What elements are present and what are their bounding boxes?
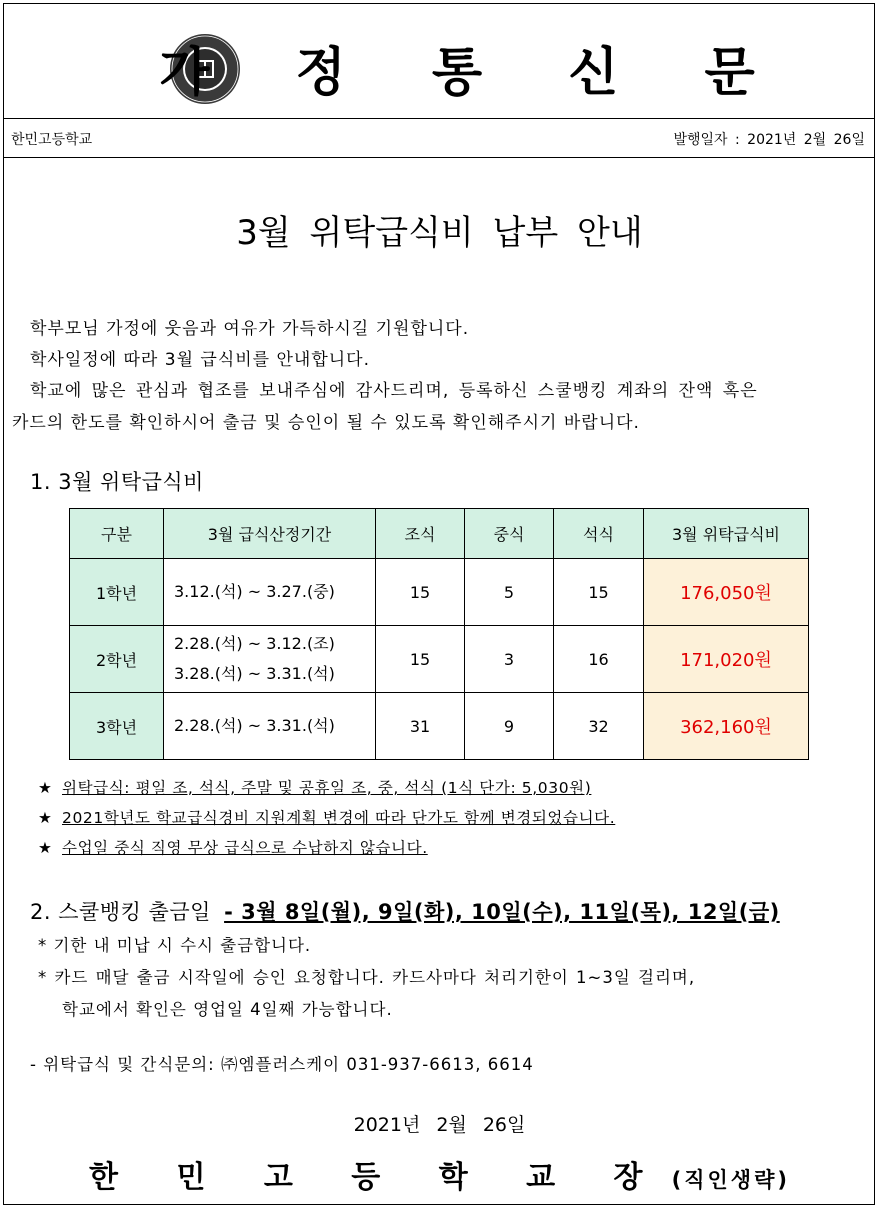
intro-line: 학교에 많은 관심과 협조를 보내주심에 감사드리며, 등록하신 스쿨뱅킹 계좌의 잔액 혹은 (30, 381, 758, 401)
withdrawal-dates: - 3월 8일(월), 9일(화), 10일(수), 11일(목), 12일(금) (224, 900, 780, 924)
lunch-count: 3 (465, 626, 554, 693)
star-icon: ★ (38, 839, 53, 857)
period-cell (164, 626, 376, 693)
column-header: 조식 (376, 509, 465, 559)
period-line: 2.28.(석) ~ 3.31.(석) (174, 716, 335, 735)
fee-amount: 362,160원 (644, 693, 809, 760)
note-item (38, 806, 615, 828)
dinner-count: 32 (554, 693, 644, 760)
footer-date: 2021년 2월 26일 (353, 1114, 526, 1136)
column-header: 3월 위탁급식비 (644, 509, 809, 559)
meta-bar (3, 120, 875, 158)
column-header: 3월 급식산정기간 (164, 509, 376, 559)
grade-cell: 1학년 (70, 559, 164, 626)
table-row (70, 626, 809, 693)
column-header: 석식 (554, 509, 644, 559)
star-icon: ★ (38, 779, 53, 797)
bullet-item: * 기한 내 미납 시 수시 출금합니다. (38, 936, 312, 955)
note-item (38, 776, 591, 798)
breakfast-count: 31 (376, 693, 465, 760)
section2-heading (30, 896, 780, 926)
contact-info: - 위탁급식 및 간식문의: ㈜엠플러스케이 031-937-6613, 6614 (30, 1055, 534, 1074)
table-header-row (70, 509, 809, 559)
period-line: 3.28.(석) ~ 3.31.(석) (174, 664, 335, 683)
section1-heading: 1. 3월 위탁급식비 (30, 470, 204, 494)
school-name: 한민고등학교 (11, 132, 93, 148)
header (3, 3, 875, 119)
intro-line: 카드의 한도를 확인하시어 출금 및 승인이 될 수 있도록 확인해주시기 바랍니다. (12, 413, 640, 433)
grade-cell: 2학년 (70, 626, 164, 693)
fee-table (69, 508, 809, 760)
period-line: 2.28.(석) ~ 3.12.(조) (174, 634, 335, 653)
breakfast-count: 15 (376, 626, 465, 693)
seal-note: (직인생략) (671, 1168, 790, 1192)
intro-line: 학사일정에 따라 3월 급식비를 안내합니다. (30, 350, 371, 370)
fee-amount: 176,050원 (644, 559, 809, 626)
principal-signature (0, 1152, 879, 1196)
fee-amount: 171,020원 (644, 626, 809, 693)
table-row (70, 693, 809, 760)
dinner-count: 15 (554, 559, 644, 626)
column-header: 중식 (465, 509, 554, 559)
principal-name: 한 민 고 등 학 교 장 (89, 1160, 667, 1195)
bullet-item: * 카드 매달 출금 시작일에 승인 요청합니다. 카드사마다 처리기한이 1~3일 걸리며, (38, 968, 696, 987)
note-text: 위탁급식: 평일 조, 석식, 주말 및 공휴일 조, 중, 석식 (1식 단가: 5,030원) (62, 779, 592, 797)
issue-date: 발행일자 : 2021년 2월 26일 (673, 132, 865, 148)
dinner-count: 16 (554, 626, 644, 693)
note-text: 2021학년도 학교급식경비 지원계획 변경에 따라 단가도 함께 변경되었습니다. (62, 809, 616, 827)
lunch-count: 5 (465, 559, 554, 626)
period-line: 3.12.(석) ~ 3.27.(중) (174, 582, 335, 601)
breakfast-count: 15 (376, 559, 465, 626)
star-icon: ★ (38, 809, 53, 827)
intro-line: 학부모님 가정에 웃음과 여유가 가득하시길 기원합니다. (30, 319, 470, 339)
grade-cell: 3학년 (70, 693, 164, 760)
document-title: 3월 위탁급식비 납부 안내 (236, 213, 643, 253)
period-cell (164, 559, 376, 626)
period-cell (164, 693, 376, 760)
bullet-item: 학교에서 확인은 영업일 4일째 가능합니다. (62, 1000, 393, 1019)
note-text: 수업일 중식 직영 무상 급식으로 수납하지 않습니다. (62, 839, 428, 857)
column-header: 구분 (70, 509, 164, 559)
note-item (38, 836, 428, 858)
section2-label: 2. 스쿨뱅킹 출금일 (30, 900, 211, 924)
table-row (70, 559, 809, 626)
newsletter-title: 가 정 통 신 문 (159, 43, 789, 103)
lunch-count: 9 (465, 693, 554, 760)
